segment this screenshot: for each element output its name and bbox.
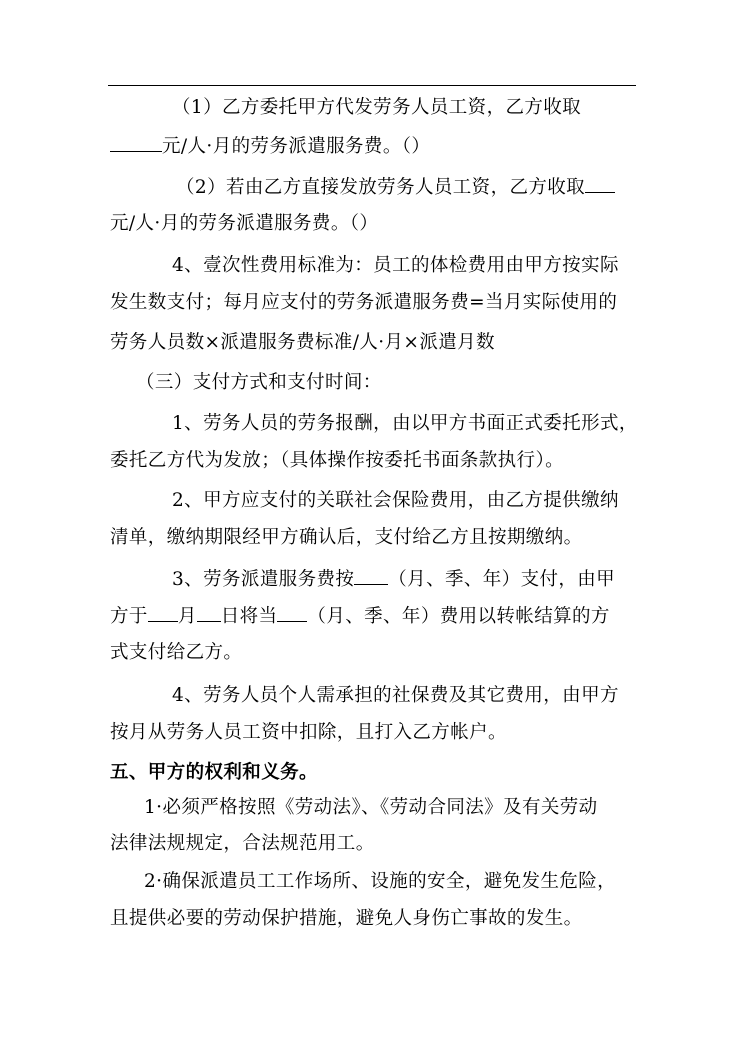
- line-text: 4、壹次性费用标准为：员工的体检费用由甲方按实际: [172, 255, 619, 276]
- line-text: 2、甲方应支付的关联社会保险费用，由乙方提供缴纳: [172, 490, 619, 511]
- line-text: 劳务人员数×派遣服务费标准/人·月×派遣月数: [110, 332, 495, 353]
- line-text: 五、甲方的权利和义务。: [110, 762, 318, 783]
- paragraph-line: [176, 174, 615, 200]
- line-text: 且提供必要的劳动保护措施，避免人身伤亡事故的发生。: [110, 908, 583, 929]
- line-text: （月、季、年）费用以转帐结算的方: [307, 606, 610, 627]
- paragraph-line: [172, 96, 581, 120]
- fill-in-blank: [148, 603, 178, 622]
- line-text: 月: [177, 606, 197, 627]
- line-text: 委托乙方代为发放；（具体操作按委托书面条款执行）。: [110, 450, 565, 471]
- line-text: 法律法规规定，合法规范用工。: [110, 833, 375, 854]
- line-text: （2）若由乙方直接发放劳务人员工资，乙方收取: [176, 177, 586, 198]
- header-rule: [108, 85, 636, 86]
- line-text: 3、劳务派遣服务费按: [172, 569, 355, 590]
- paragraph-line: [110, 291, 617, 315]
- line-text: 1·必须严格按照《劳动法》、《劳动合同法》及有关劳动: [144, 797, 598, 818]
- fill-in-blank: [277, 603, 307, 622]
- paragraph-line: [110, 721, 507, 745]
- section-heading-payment: [136, 371, 382, 395]
- paragraph-line: [110, 603, 610, 629]
- line-text: 4、劳务人员个人需承担的社保费及其它费用，由甲方: [172, 685, 619, 706]
- line-text: 日将当: [220, 606, 278, 627]
- line-text: 元/人·月的劳务派遣服务费。（）: [162, 136, 431, 157]
- line-text: 元/人·月的劳务派遣服务费。（）: [110, 213, 379, 234]
- paragraph-line: [110, 907, 583, 931]
- paragraph-line: [110, 832, 375, 856]
- fill-in-blank: [354, 566, 388, 585]
- line-text: （三）支付方式和支付时间：: [136, 372, 382, 393]
- paragraph-line: [110, 331, 495, 355]
- paragraph-line: [110, 212, 378, 236]
- paragraph-line: [144, 870, 616, 894]
- line-text: （1）乙方委托甲方代发劳务人员工资，乙方收取: [172, 97, 582, 118]
- paragraph-line: [110, 449, 564, 473]
- line-text: （月、季、年）支付，由甲: [388, 569, 616, 590]
- line-text: 2·确保派遣员工工作场所、设施的安全，避免发生危险，: [144, 871, 617, 892]
- line-text: 1、劳务人员的劳务报酬，由以甲方书面正式委托形式，: [172, 413, 638, 434]
- line-text: 式支付给乙方。: [110, 642, 243, 663]
- paragraph-line: [172, 412, 638, 436]
- line-text: 方于: [110, 606, 148, 627]
- section-heading-party-a-rights: [110, 761, 318, 785]
- paragraph-line: [172, 566, 615, 592]
- paragraph-line: [144, 796, 598, 820]
- paragraph-line: [172, 684, 619, 708]
- paragraph-line: [110, 641, 242, 665]
- paragraph-line: [172, 254, 619, 278]
- line-text: 按月从劳务人员工资中扣除，且打入乙方帐户。: [110, 722, 507, 743]
- fill-in-blank: [110, 133, 162, 152]
- line-text: 清单，缴纳期限经甲方确认后，支付给乙方且按期缴纳。: [110, 527, 583, 548]
- fill-in-blank: [197, 603, 221, 622]
- fill-in-blank: [585, 174, 615, 193]
- paragraph-line: [110, 133, 430, 159]
- paragraph-line: [172, 489, 619, 513]
- paragraph-line: [110, 526, 583, 550]
- line-text: 发生数支付；每月应支付的劳务派遣服务费=当月实际使用的: [110, 292, 618, 313]
